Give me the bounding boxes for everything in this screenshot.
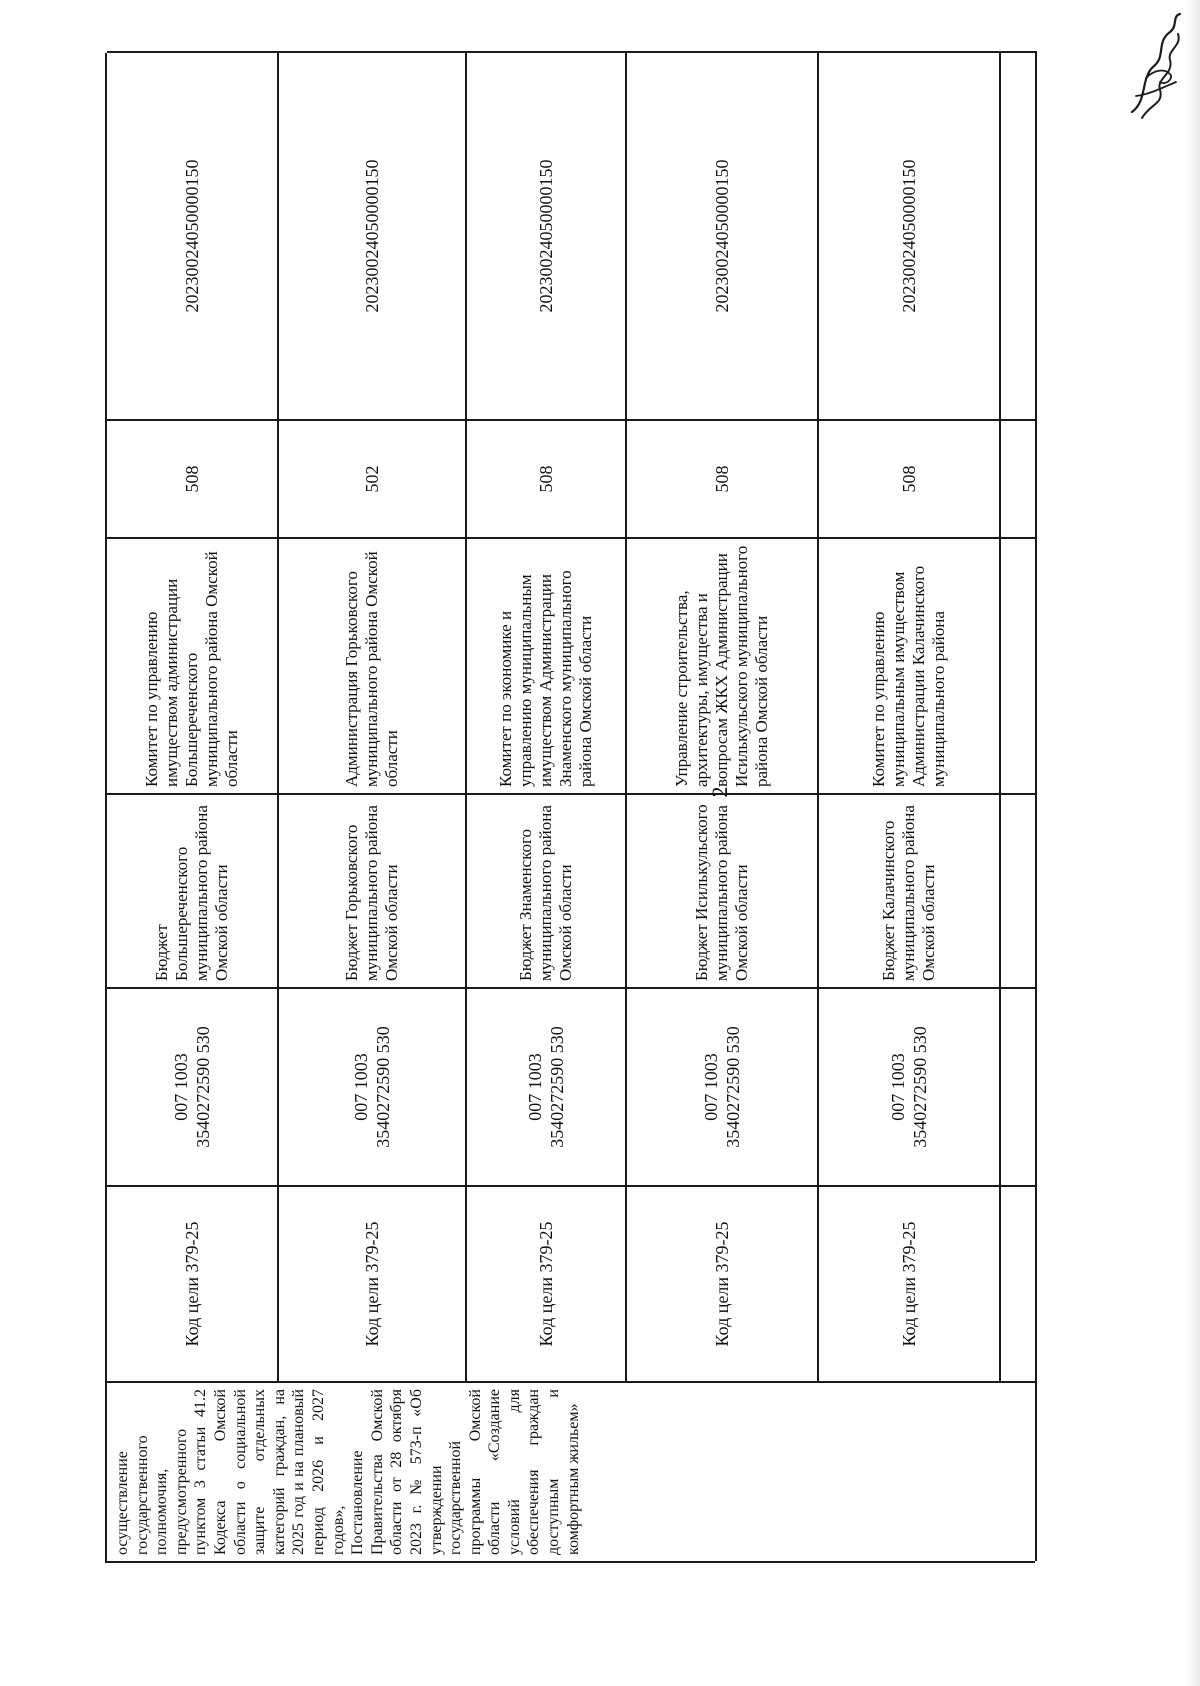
budget-cell: Бюджет Калачинского муниципального района Омской области <box>819 793 1001 987</box>
recipient-cell: Комитет по управлению муниципальным имуществом Администрации Калачинского муниципального района <box>819 537 1001 793</box>
kbk-line1: 007 1003 <box>888 1053 908 1121</box>
kbk-line1: 007 1003 <box>351 1053 371 1121</box>
continuation-cell <box>1001 1185 1037 1381</box>
kbk-line2: 3540272590 530 <box>547 1026 567 1148</box>
recipient-cell: Комитет по экономике и управлению муниципальным имуществом Администрации Знаменского муниципального района Омской области <box>467 537 627 793</box>
recipient-cell: Комитет по управлению имуществом администрации Большереченского муниципального района Омской области <box>107 537 279 793</box>
purpose-code-cell: Код цели 379-25 <box>467 1185 627 1381</box>
purpose-code-cell: Код цели 379-25 <box>107 1185 279 1381</box>
purpose-code-cell: Код цели 379-25 <box>279 1185 467 1381</box>
scan-edge-shadow <box>1186 0 1200 1686</box>
kbk-cell <box>819 987 1001 1185</box>
kbk-line2: 3540272590 530 <box>910 1026 930 1148</box>
budget-cell: Бюджет Знаменского муниципального района Омской области <box>467 793 627 987</box>
grbs-code-cell: 502 <box>279 419 467 537</box>
kbk-cell <box>279 987 467 1185</box>
kbk-line2: 3540272590 530 <box>373 1026 393 1148</box>
continuation-cell <box>1001 793 1037 987</box>
kbk-line2: 3540272590 530 <box>723 1026 743 1148</box>
income-code-cell: 20230024050000150 <box>627 51 819 419</box>
legal-basis-cell <box>107 1381 1037 1561</box>
income-code-cell: 20230024050000150 <box>107 51 279 419</box>
page-number: 2 <box>707 786 732 798</box>
budget-cell: Бюджет Большереченского муниципального района Омской области <box>107 793 279 987</box>
continuation-cell <box>1001 51 1037 419</box>
income-code-cell: 20230024050000150 <box>467 51 627 419</box>
recipient-cell: Управление строительства, архитектуры, имущества и вопросам ЖКХ Администрации Исилькульского муниципального района Омской области <box>627 537 819 793</box>
budget-cell: Бюджет Горьковского муниципального района Омской области <box>279 793 467 987</box>
kbk-line1: 007 1003 <box>171 1053 191 1121</box>
budget-cell: Бюджет Исилькульского муниципального района Омской области <box>627 793 819 987</box>
kbk-line1: 007 1003 <box>701 1053 721 1121</box>
purpose-code-cell: Код цели 379-25 <box>819 1185 1001 1381</box>
rotated-table-wrapper <box>105 53 1035 1563</box>
grbs-code-cell: 508 <box>467 419 627 537</box>
kbk-cell <box>627 987 819 1185</box>
purpose-code-cell: Код цели 379-25 <box>627 1185 819 1381</box>
income-code-cell: 20230024050000150 <box>279 51 467 419</box>
legal-basis-part1: осуществление государственного полномочия, предусмотренного пунктом 3 статьи 41.2 Кодекса Омской области о социальной защите отдельных категорий граждан, на 2025 год и на плановый период 2026 и 2027 годов», <box>114 1389 347 1555</box>
grbs-code-cell: 508 <box>107 419 279 537</box>
kbk-cell <box>467 987 627 1185</box>
legal-basis-part2: Постановление Правительства Омской области от 28 октября 2023 г. № 573-п «Об утверждении государственной программы Омской области «Создание условий для обеспечения граждан доступным и комфортным жильем» <box>349 1389 582 1555</box>
grbs-code-cell: 508 <box>627 419 819 537</box>
kbk-line2: 3540272590 530 <box>193 1026 213 1148</box>
subsidy-table <box>105 53 1035 1563</box>
kbk-line1: 007 1003 <box>525 1053 545 1121</box>
continuation-cell <box>1001 419 1037 537</box>
continuation-cell <box>1001 987 1037 1185</box>
continuation-cell <box>1001 537 1037 793</box>
signature-mark <box>1120 8 1190 126</box>
kbk-cell <box>107 987 279 1185</box>
grbs-code-cell: 508 <box>819 419 1001 537</box>
recipient-cell: Администрация Горьковского муниципального района Омской области <box>279 537 467 793</box>
income-code-cell: 20230024050000150 <box>819 51 1001 419</box>
